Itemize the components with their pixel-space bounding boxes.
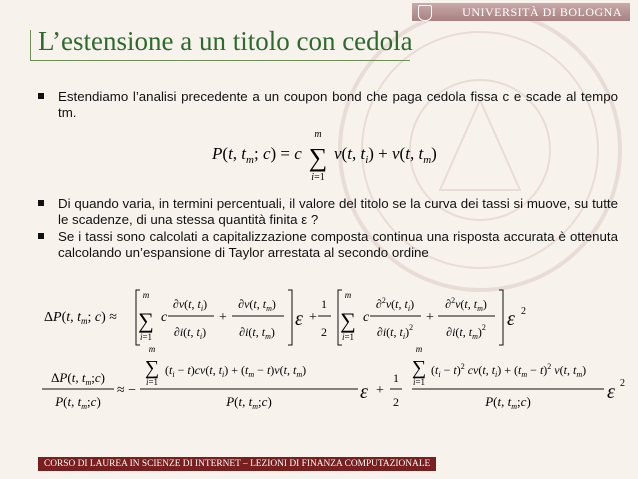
svg-text:∑: ∑ [138,308,154,333]
svg-text:ε: ε [360,381,368,403]
svg-text:c: c [363,310,370,325]
svg-text:m: m [148,344,156,354]
svg-text:∂i(t, ti): ∂i(t, $t_i$) [173,325,207,341]
course-footer: CORSO DI LAUREA IN SCIENZE DI INTERNET – LEZIONI DI FINANZA COMPUTAZIONALE [38,457,436,471]
svg-text:∑: ∑ [340,308,356,333]
svg-text:2: 2 [620,378,625,389]
svg-text:i=1: i=1 [145,377,159,387]
svg-text:∂i(t, ti)2: ∂i(t, $t_i)^2$ [376,323,414,341]
svg-text:ε: ε [295,308,303,330]
svg-text:(ti − t)cv(t, ti) + (tm − t)v(: $(t_i - t)cv(t$, $t_i) + (t_m - t)v(t$, $t_m$) [165,363,307,379]
svg-text:∂v(t, ti): ∂v(t, $t_i$) [172,297,208,313]
svg-text:i=1: i=1 [311,172,325,183]
svg-text:ΔP(t, tm; c) ≈: ΔP(t, $t_m$; c) ≈ [44,310,117,326]
svg-text:i=1: i=1 [341,332,355,342]
svg-text:P(t, tm;c): P(t, $t_m;c$) [55,394,101,411]
svg-text:∂i(t, tm)2: ∂i(t, $t_m)^2$ [446,323,486,341]
svg-text:∂v(t, tm): ∂v(t, $t_m$) [238,297,276,313]
svg-text:∂i(t, tm): ∂i(t, $t_m$) [239,325,275,341]
svg-text:i=1: i=1 [412,377,426,387]
svg-text:+: + [426,310,434,325]
university-name: UNIVERSITÀ DI BOLOGNA [462,4,622,19]
svg-text:m: m [314,129,322,140]
svg-text:∂2v(t, tm): ∂$^2$v(t, $t_m$) [445,296,487,313]
svg-text:+: + [219,310,227,325]
svg-text:≈ −: ≈ − [117,383,137,398]
svg-text:+: + [376,383,384,398]
bullet-text-3: Se i tassi sono calcolati a capitalizzazione composta continua una risposta accurata è ottenuta calcolando un’espansione di Taylor arrestata al secondo ordine [58,229,618,260]
svg-text:v(t, ti) + v(t, tm): v(t, $t_i) + v(t$, $t_m$) [334,144,437,166]
svg-text:2: 2 [321,325,327,339]
svg-text:(ti − t)2 cv(t, ti) + (tm − t): $(t_i - t)^2$ cv(t, $t_i) + (t_m - t)^2$ v(t, $t_m$) [431,362,587,379]
svg-text:2: 2 [393,395,399,409]
svg-text:ΔP(t, tm;c): ΔP(t, $t_m;c$) [51,370,105,387]
svg-text:∑: ∑ [144,357,160,379]
svg-text:P(t, tm;c): P(t, $t_m;c$) [226,394,272,411]
svg-text:P(t, tm;c): P(t, $t_m;c$) [485,394,531,411]
svg-text:m: m [344,290,352,300]
svg-text:∑: ∑ [308,143,328,172]
svg-text:1: 1 [321,297,327,311]
svg-text:+: + [309,310,317,325]
svg-text:ε: ε [507,308,515,330]
bullet-text-2: Di quando varia, in termini percentuali, il valore del titolo se la curva dei tassi si muove, su tutte le scadenze, di una stessa quantità finita ε ? [58,196,618,227]
svg-text:P(t, tm; c) = c: P(t, $t_m$; c) = c [212,144,302,166]
svg-text:i=1: i=1 [139,332,153,342]
slide-title: L’estensione a un titolo con cedola [38,26,413,56]
svg-text:1: 1 [393,371,399,385]
svg-text:∂2v(t, ti): ∂$^2$v(t, $t_i$) [375,296,415,313]
svg-text:m: m [142,290,150,300]
svg-text:m: m [415,344,423,354]
svg-text:∑: ∑ [411,357,427,379]
svg-text:2: 2 [521,306,526,317]
svg-text:c: c [161,310,168,325]
bullet-text-1: Estendiamo l’analisi precedente a un coupon bond che paga cedola fissa c e scade al tempo tm. [58,89,618,120]
svg-text:ε: ε [607,381,615,403]
